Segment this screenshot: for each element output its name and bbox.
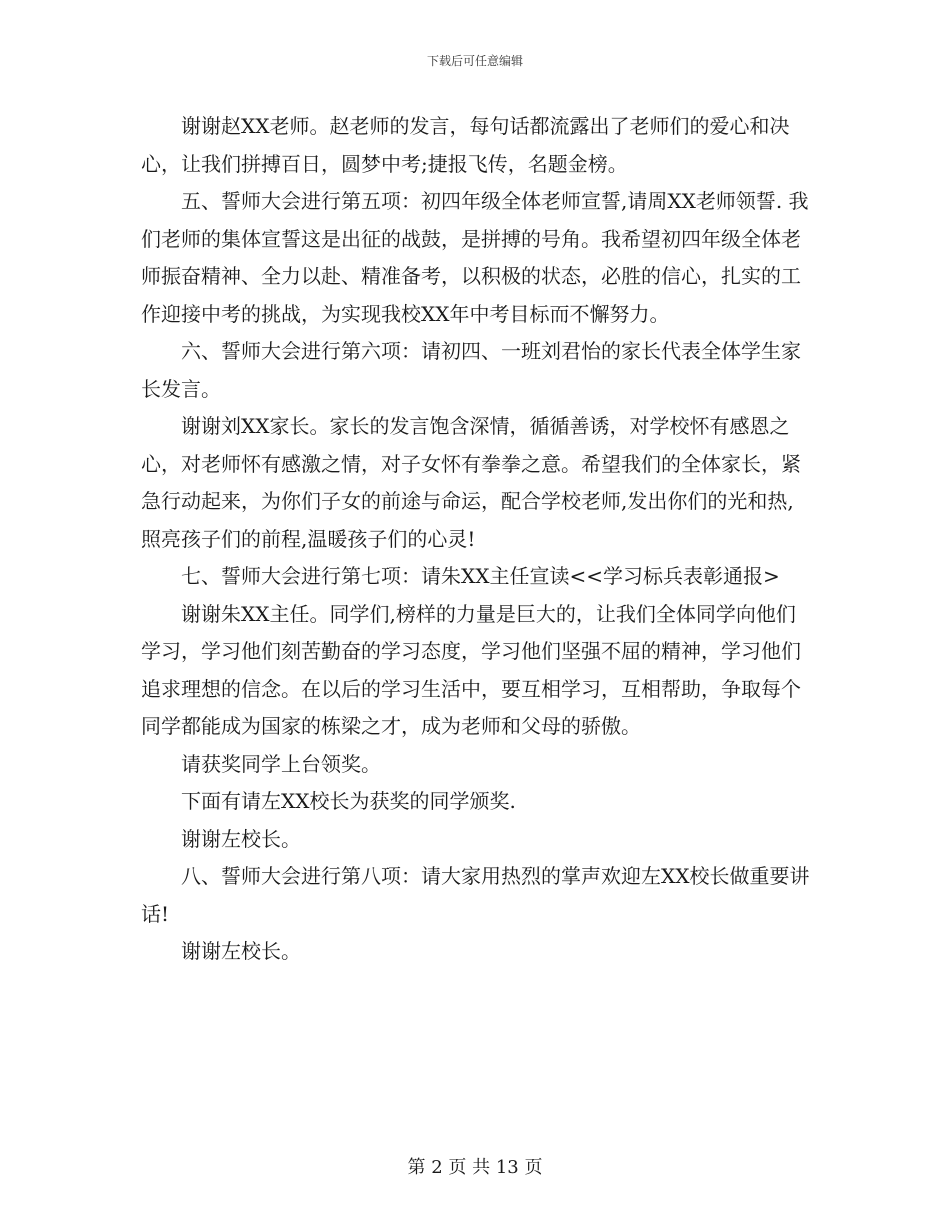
- paragraph: 谢谢左校长。: [181, 826, 301, 851]
- paragraph: 六、誓师大会进行第六项：请初四、一班刘君怡的家长代表全体学生家长发言。: [141, 339, 801, 401]
- paragraph: 下面有请左XX校长为获奖的同学颁奖.: [181, 789, 516, 813]
- paragraph: 谢谢刘XX家长。家长的发言饱含深情，循循善诱，对学校怀有感恩之心，对老师怀有感激之情，对子女怀有拳拳之意。希望我们的全体家长，紧急行动起来，为你们子女的前途与命运，配合学校老师,发出你们的光和热,照亮孩子们的前程,温暖孩子们的心灵!: [141, 414, 801, 551]
- paragraph: 七、誓师大会进行第七项：请朱XX主任宣读<<学习标兵表彰通报>: [181, 564, 780, 588]
- paragraph: 谢谢朱XX主任。同学们,榜样的力量是巨大的，让我们全体同学向他们学习，学习他们刻苦勤奋的学习态度，学习他们坚强不屈的精神，学习他们追求理想的信念。在以后的学习生活中，要互相学习，互相帮助，争取每个同学都能成为国家的栋梁之才，成为老师和父母的骄傲。: [141, 601, 801, 738]
- document-body: [141, 108, 811, 971]
- paragraph: 八、誓师大会进行第八项：请大家用热烈的掌声欢迎左XX校长做重要讲话!: [141, 864, 810, 926]
- paragraph: 五、誓师大会进行第五项：初四年级全体老师宣誓,请周XX老师领誓. 我们老师的集体宣誓这是出征的战鼓，是拼搏的号角。我希望初四年级全体老师振奋精神、全力以赴、精准备考，以积极的状态，必胜的信心，扎实的工作迎接中考的挑战，为实现我校XX年中考目标而不懈努力。: [141, 189, 809, 326]
- paragraph: 请获奖同学上台领奖。: [181, 751, 381, 776]
- page-header: 下载后可任意编辑: [426, 54, 523, 68]
- paragraph: 谢谢左校长。: [181, 939, 301, 963]
- paragraph: 谢谢赵XX老师。赵老师的发言，每句话都流露出了老师们的爱心和决心，让我们拼搏百日，圆梦中考;捷报飞传，名题金榜。: [141, 114, 790, 176]
- page-footer: 第 2 页 共 13 页: [407, 1157, 543, 1178]
